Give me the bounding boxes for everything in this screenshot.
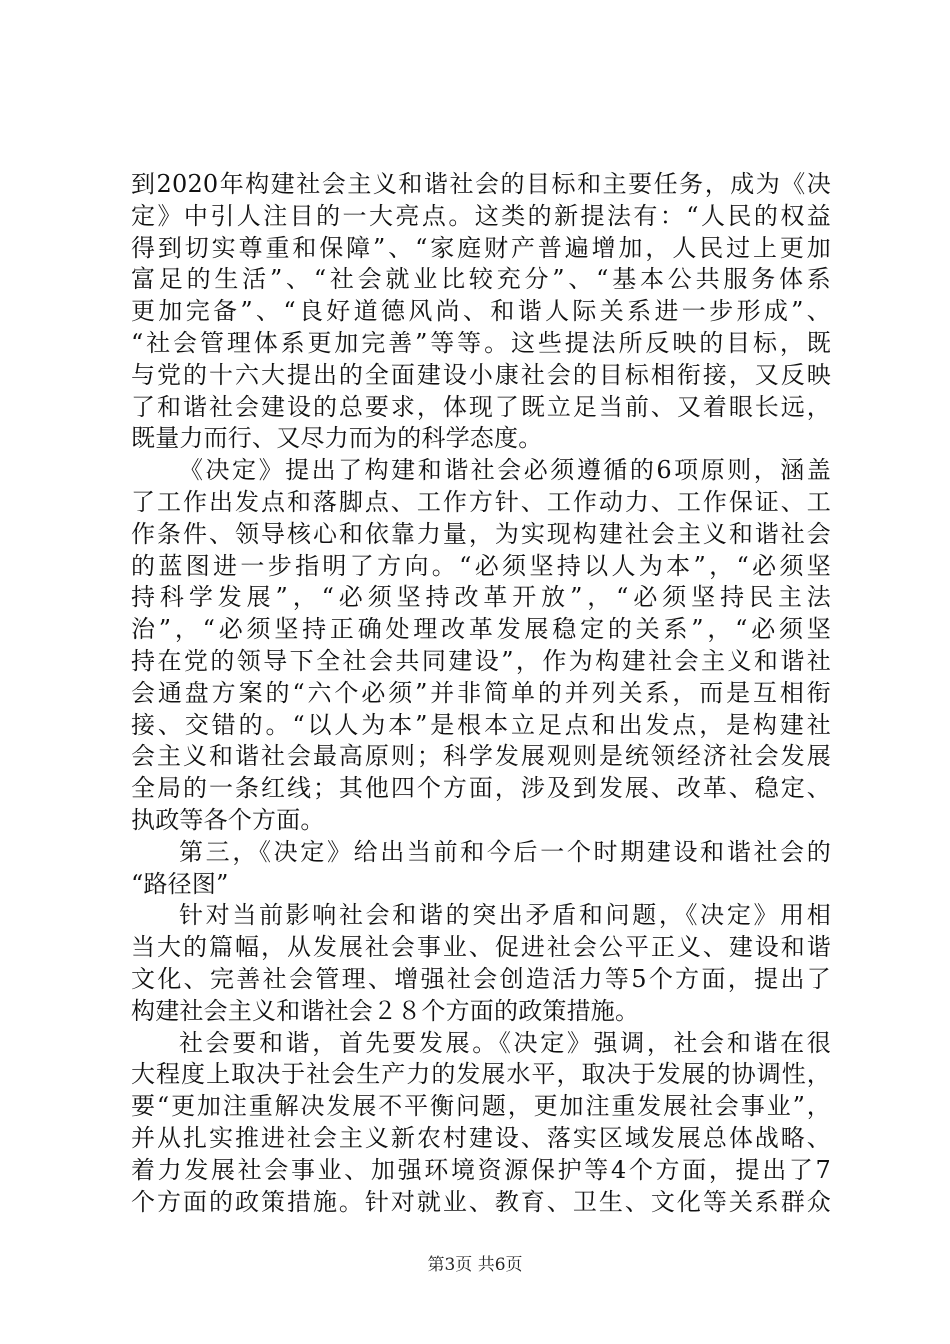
text-line: 持在党的领导下全社会共同建设”，作为构建社会主义和谐社	[131, 646, 831, 675]
text-line: 执政等各个方面。	[131, 805, 325, 834]
text-line: 《决定》提出了构建和谐社会必须遵循的6项原则，涵盖	[179, 456, 831, 485]
text-line: “社会管理体系更加完善”等等。这些提法所反映的目标，既	[131, 328, 831, 357]
text-line: 个方面的政策措施。针对就业、教育、卫生、文化等关系群众	[131, 1187, 831, 1216]
document-body	[131, 169, 831, 1218]
text-line: 并从扎实推进社会主义新农村建设、落实区域发展总体战略、	[131, 1123, 831, 1152]
page-number-label: 第3页 共6页	[427, 1255, 523, 1275]
text-line: 到2020年构建社会主义和谐社会的目标和主要任务，成为《决	[131, 170, 831, 198]
text-line: 会主义和谐社会最高原则；科学发展观则是统领经济社会发展	[131, 742, 831, 771]
text-line: 文化、完善社会管理、增强社会创造活力等5个方面，提出了	[131, 964, 831, 993]
text-line: 社会要和谐，首先要发展。《决定》强调，社会和谐在很	[179, 1028, 831, 1057]
text-line: 针对当前影响社会和谐的突出矛盾和问题，《决定》用相	[179, 901, 831, 930]
text-line: 着力发展社会事业、加强环境资源保护等4个方面，提出了7	[131, 1155, 831, 1184]
text-line: 得到切实尊重和保障”、“家庭财产普遍增加，人民过上更加	[131, 233, 831, 262]
text-line: “路径图”	[131, 869, 229, 898]
text-line: 的蓝图进一步指明了方向。“必须坚持以人为本”，“必须坚	[131, 551, 831, 580]
text-line: 大程度上取决于社会生产力的发展水平，取决于发展的协调性，	[131, 1060, 831, 1089]
text-line: 持科学发展”，“必须坚持改革开放”，“必须坚持民主法	[131, 583, 831, 612]
text-line: 会通盘方案的“六个必须”并非简单的并列关系，而是互相衔	[131, 678, 831, 707]
text-line: 构建社会主义和谐社会２８个方面的政策措施。	[131, 996, 640, 1025]
text-line: 治”，“必须坚持正确处理改革发展稳定的关系”，“必须坚	[131, 615, 831, 644]
text-line: 富足的生活”、“社会就业比较充分”、“基本公共服务体系	[131, 265, 831, 294]
text-line: 接、交错的。“以人为本”是根本立足点和出发点，是构建社	[131, 710, 831, 739]
text-line: 与党的十六大提出的全面建设小康社会的目标相衔接，又反映	[131, 360, 831, 389]
text-line: 定》中引人注目的一大亮点。这类的新提法有：“人民的权益	[131, 201, 831, 230]
text-line: 作条件、领导核心和依靠力量，为实现构建社会主义和谐社会	[131, 519, 831, 548]
text-line: 了工作出发点和落脚点、工作方针、工作动力、工作保证、工	[131, 487, 831, 516]
text-line: 既量力而行、又尽力而为的科学态度。	[131, 424, 543, 453]
page-footer	[0, 1250, 950, 1275]
text-line: 了和谐社会建设的总要求，体现了既立足当前、又着眼长远，	[131, 392, 831, 421]
text-line: 更加完备”、“良好道德风尚、和谐人际关系进一步形成”、	[131, 297, 831, 326]
text-line: 全局的一条红线；其他四个方面，涉及到发展、改革、稳定、	[131, 774, 831, 803]
text-line: 要“更加注重解决发展不平衡问题，更加注重发展社会事业”，	[131, 1092, 831, 1121]
text-line: 当大的篇幅，从发展社会事业、促进社会公平正义、建设和谐	[131, 933, 831, 962]
text-line: 第三，《决定》给出当前和今后一个时期建设和谐社会的	[179, 837, 831, 866]
